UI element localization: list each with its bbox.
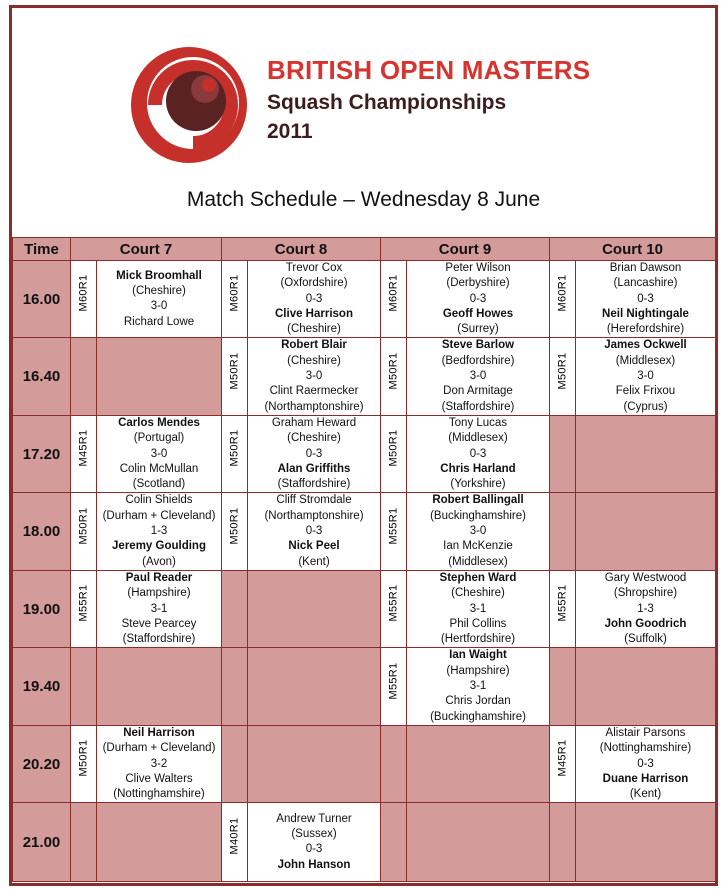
round-code: M50R1 (228, 507, 241, 545)
round-code: M40R1 (228, 817, 241, 855)
time-cell: 16.40 (13, 338, 71, 415)
match-cell (248, 415, 381, 492)
player-2-name: Phil Collins (449, 617, 507, 630)
match-cell (576, 725, 716, 802)
empty-slot-code (381, 725, 407, 802)
player-1-county: (Lancashire) (613, 277, 678, 290)
table-row (13, 415, 716, 492)
player-2-county: (Staffordshire) (441, 400, 515, 413)
empty-slot (248, 570, 381, 647)
match-score: 3-0 (469, 370, 487, 383)
player-1-county: (Sussex) (291, 828, 337, 841)
round-code: M50R1 (228, 352, 241, 390)
player-1-name: Gary Westwood (604, 571, 687, 584)
player-1-name: Carlos Mendes (118, 416, 200, 429)
player-2-name: Geoff Howes (442, 307, 514, 320)
player-1-name: Trevor Cox (285, 262, 343, 274)
time-cell: 19.40 (13, 648, 71, 725)
schedule-table (12, 237, 716, 882)
player-2-name: Ian McKenzie (443, 540, 513, 553)
championship-logo-icon (125, 43, 255, 168)
player-2-county: (Hertfordshire) (440, 633, 516, 646)
round-code: M60R1 (228, 274, 241, 312)
player-1-county: (Hampshire) (127, 587, 191, 600)
table-row (13, 570, 716, 647)
match-score: 0-3 (637, 292, 654, 305)
player-2-name: Colin McMullan (119, 462, 199, 475)
player-2-name: Clint Raermecker (269, 385, 359, 398)
round-code-cell (550, 338, 576, 415)
player-1-name: Peter Wilson (445, 262, 511, 274)
player-1-county: (Middlesex) (615, 354, 676, 367)
round-code-cell (550, 570, 576, 647)
player-1-name: Stephen Ward (439, 571, 517, 584)
empty-slot (248, 725, 381, 802)
header-time: Time (13, 238, 71, 261)
round-code-cell (222, 338, 248, 415)
player-2-county: (Yorkshire) (450, 478, 506, 491)
empty-slot (407, 803, 550, 882)
player-1-name: Mick Broomhall (116, 269, 202, 282)
player-2-name: Jeremy Goulding (112, 540, 206, 553)
empty-slot (97, 338, 222, 415)
round-code: M45R1 (556, 739, 569, 777)
empty-slot (248, 648, 381, 725)
table-row (13, 261, 716, 338)
player-2-name: John Goodrich (604, 617, 687, 630)
empty-slot (97, 803, 222, 882)
player-2-county: (Staffordshire) (277, 478, 351, 491)
round-code-cell (71, 570, 97, 647)
time-cell: 16.00 (13, 261, 71, 338)
round-code: M55R1 (77, 584, 90, 622)
player-1-name: Robert Blair (281, 339, 347, 352)
round-code-cell (71, 725, 97, 802)
empty-slot-code (222, 648, 248, 725)
match-score: 3-0 (637, 370, 654, 383)
player-1-county: (Middlesex) (448, 432, 508, 445)
player-2-name: Clive Walters (125, 772, 193, 785)
table-row (13, 725, 716, 802)
match-score: 1-3 (150, 525, 168, 538)
header-court-9: Court 9 (381, 238, 550, 261)
player-2-county: (Surrey) (457, 323, 499, 336)
round-code: M60R1 (77, 274, 90, 312)
empty-slot-code (550, 648, 576, 725)
match-cell (248, 338, 381, 415)
time-cell: 17.20 (13, 415, 71, 492)
player-1-county: (Cheshire) (132, 284, 186, 297)
player-2-name: Richard Lowe (123, 315, 195, 328)
empty-slot-code (71, 803, 97, 882)
player-1-name: Ian Waight (449, 649, 507, 662)
player-2-name: Neil Nightingale (602, 307, 689, 320)
empty-slot-code (222, 570, 248, 647)
title-line-2: Squash Championships (267, 91, 507, 114)
player-2-county: (Cyprus) (623, 400, 668, 413)
match-score: 3-0 (150, 300, 168, 313)
table-row (13, 338, 716, 415)
match-cell (248, 493, 381, 570)
match-score: 0-3 (305, 292, 323, 305)
round-code: M55R1 (387, 584, 400, 622)
player-1-name: Brian Dawson (609, 262, 682, 274)
round-code-cell (381, 261, 407, 338)
player-1-county: (Durham + Cleveland) (102, 742, 216, 755)
empty-slot (576, 415, 716, 492)
empty-slot-code (550, 415, 576, 492)
round-code-cell (381, 493, 407, 570)
player-1-name: Colin Shields (125, 494, 193, 507)
player-2-name: Don Armitage (443, 385, 513, 398)
player-1-county: (Northamptonshire) (264, 509, 364, 522)
match-cell (576, 261, 716, 338)
empty-slot-code (71, 648, 97, 725)
round-code-cell (71, 493, 97, 570)
round-code-cell (71, 261, 97, 338)
player-1-name: Neil Harrison (123, 726, 195, 739)
player-1-name: Cliff Stromdale (276, 494, 352, 507)
round-code: M50R1 (77, 507, 90, 545)
player-1-county: (Cheshire) (287, 432, 341, 445)
player-1-name: James Ockwell (604, 339, 687, 352)
header (12, 8, 715, 237)
player-2-name: Chris Jordan (445, 695, 511, 708)
match-cell (248, 803, 381, 882)
empty-slot (576, 493, 716, 570)
round-code: M60R1 (556, 274, 569, 312)
round-code: M55R1 (556, 584, 569, 622)
time-cell: 19.00 (13, 570, 71, 647)
player-2-name: John Hanson (277, 858, 351, 871)
player-2-county: (Staffordshire) (122, 633, 196, 646)
player-2-county: (Scotland) (132, 478, 186, 491)
player-1-name: Graham Heward (271, 416, 357, 429)
player-1-name: Robert Ballingall (432, 494, 524, 507)
table-row (13, 648, 716, 725)
round-code-cell (381, 648, 407, 725)
round-code-cell (550, 725, 576, 802)
match-cell (97, 261, 222, 338)
match-score: 3-1 (150, 602, 168, 615)
match-cell (97, 493, 222, 570)
player-1-name: Tony Lucas (448, 416, 508, 429)
player-2-name: Felix Frixou (615, 385, 676, 398)
round-code-cell (71, 415, 97, 492)
match-cell (97, 415, 222, 492)
time-cell: 20.20 (13, 725, 71, 802)
round-code-cell (550, 261, 576, 338)
player-2-county: (Nottinghamshire) (113, 788, 205, 801)
match-score: 0-3 (469, 447, 487, 460)
time-cell: 21.00 (13, 803, 71, 882)
match-cell (576, 570, 716, 647)
player-1-county: (Derbyshire) (446, 277, 510, 290)
header-court-7: Court 7 (71, 238, 222, 261)
player-2-name: Clive Harrison (275, 307, 353, 320)
player-2-name: Steve Pearcey (121, 617, 197, 630)
title-line-1: BRITISH OPEN MASTERS (267, 55, 591, 85)
player-1-county: (Bedfordshire) (441, 354, 515, 367)
schedule-subtitle: Match Schedule – Wednesday 8 June (186, 188, 541, 211)
player-2-county: (Kent) (298, 555, 330, 568)
round-code-cell (381, 570, 407, 647)
match-cell (407, 493, 550, 570)
player-1-county: (Portugal) (133, 432, 185, 445)
player-1-name: Paul Reader (125, 571, 193, 584)
match-cell (407, 570, 550, 647)
match-score: 1-3 (637, 602, 654, 615)
player-1-county: (Shropshire) (613, 587, 678, 600)
player-2-name: Alan Griffiths (277, 462, 351, 475)
player-1-county: (Nottinghamshire) (599, 742, 692, 755)
round-code: M50R1 (77, 739, 90, 777)
match-cell (407, 648, 550, 725)
header-court-8: Court 8 (222, 238, 381, 261)
player-1-county: (Cheshire) (287, 354, 341, 367)
player-2-county: (Kent) (629, 788, 662, 801)
match-cell (407, 338, 550, 415)
match-score: 0-3 (305, 843, 323, 856)
table-row (13, 493, 716, 570)
match-cell (248, 261, 381, 338)
empty-slot-code (550, 493, 576, 570)
round-code: M50R1 (556, 352, 569, 390)
schedule-body (13, 261, 716, 882)
round-code-cell (222, 261, 248, 338)
player-1-county: (Durham + Cleveland) (102, 509, 216, 522)
player-1-county: (Buckinghamshire) (430, 509, 526, 522)
match-score: 3-2 (150, 757, 168, 770)
match-cell (407, 261, 550, 338)
empty-slot-code (381, 803, 407, 882)
time-cell: 18.00 (13, 493, 71, 570)
round-code-cell (222, 803, 248, 882)
player-1-name: Steve Barlow (441, 339, 515, 352)
player-2-county: (Cheshire) (287, 323, 341, 336)
player-2-name: Duane Harrison (602, 772, 689, 785)
empty-slot-code (222, 725, 248, 802)
match-cell (407, 415, 550, 492)
empty-slot (576, 803, 716, 882)
match-score: 3-1 (469, 602, 487, 615)
player-2-county: (Northamptonshire) (264, 400, 364, 413)
title-year: 2011 (267, 120, 313, 143)
empty-slot-code (550, 803, 576, 882)
match-cell (97, 570, 222, 647)
round-code: M55R1 (387, 662, 400, 700)
round-code: M45R1 (77, 429, 90, 467)
round-code-cell (222, 493, 248, 570)
player-2-county: (Suffolk) (624, 633, 667, 646)
player-1-county: (Cheshire) (451, 587, 505, 600)
schedule-frame (9, 5, 718, 886)
match-score: 0-3 (305, 525, 323, 538)
empty-slot (407, 725, 550, 802)
match-score: 3-0 (150, 447, 168, 460)
round-code: M50R1 (387, 429, 400, 467)
match-cell (576, 338, 716, 415)
player-2-county: (Herefordshire) (606, 323, 685, 336)
match-cell (97, 725, 222, 802)
round-code: M50R1 (387, 352, 400, 390)
player-2-name: Nick Peel (288, 540, 340, 553)
player-2-county: (Buckinghamshire) (430, 710, 526, 723)
player-2-name: Chris Harland (440, 462, 516, 475)
table-row (13, 803, 716, 882)
round-code-cell (381, 415, 407, 492)
match-score: 0-3 (469, 292, 487, 305)
player-1-county: (Oxfordshire) (280, 277, 348, 290)
round-code: M55R1 (387, 507, 400, 545)
round-code-cell (381, 338, 407, 415)
match-score: 3-0 (469, 525, 487, 538)
round-code: M60R1 (387, 274, 400, 312)
player-2-county: (Avon) (142, 555, 176, 568)
match-score: 3-0 (305, 370, 323, 383)
empty-slot (97, 648, 222, 725)
player-1-name: Andrew Turner (276, 812, 352, 825)
empty-slot (576, 648, 716, 725)
match-score: 3-1 (469, 680, 487, 693)
match-score: 0-3 (637, 757, 654, 770)
empty-slot-code (71, 338, 97, 415)
player-1-county: (Hampshire) (446, 664, 510, 677)
round-code-cell (222, 415, 248, 492)
header-court-10: Court 10 (550, 238, 716, 261)
player-1-name: Alistair Parsons (605, 726, 686, 739)
match-score: 0-3 (305, 447, 323, 460)
player-2-county: (Middlesex) (448, 555, 508, 568)
round-code: M50R1 (228, 429, 241, 467)
